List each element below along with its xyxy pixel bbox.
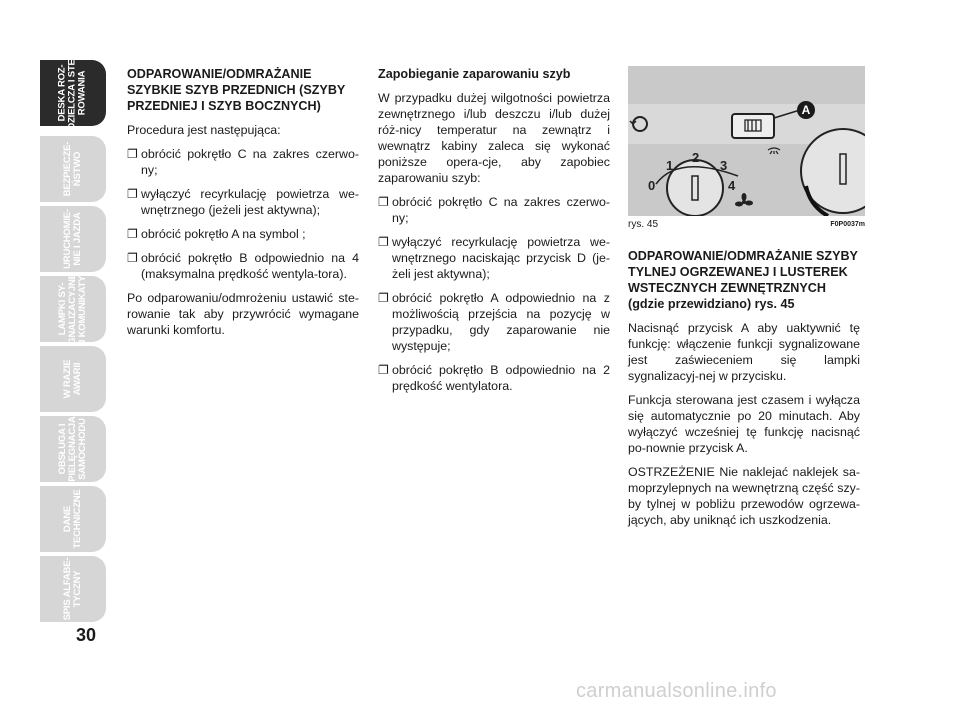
tab-label: DANE TECHNICZNE xyxy=(62,489,83,549)
paragraph: Funkcja sterowana jest czasem i wyłącza się automatycznie po 20 minutach. Aby wyłączyć wcześniej tę funkcję nacisnąć po-nownie przycisk A. xyxy=(628,393,860,455)
tab-label: URUCHOMIE- NIE I JAZDA xyxy=(62,209,83,269)
tab-dane-techniczne[interactable] xyxy=(40,486,106,552)
page-number: 30 xyxy=(76,625,97,645)
figure-code: F0P0037m xyxy=(830,221,865,228)
tab-obsluga[interactable] xyxy=(40,416,106,482)
tab-label: DESKA ROZ- DZIELCZA I STE- ROWANIA xyxy=(57,56,89,130)
figure-caption: rys. 45 F0P0037m xyxy=(628,219,865,230)
list-item: ❐ obrócić pokrętło B odpowiednio na 2 prędkość wentylatora. xyxy=(378,363,610,393)
tab-label: OBSŁUGA I PIELĘGNACJA SAMOCHODU xyxy=(57,416,88,482)
list-item: ❐ obrócić pokrętło A na symbol ; xyxy=(127,227,306,241)
svg-text:4: 4 xyxy=(728,178,736,193)
tab-label: SPIS ALFABE- TYCZNY xyxy=(62,557,83,621)
tab-label: LAMPKI SY- GNALIZACYJNE I KOMUNIKATY xyxy=(57,273,88,345)
section-heading: Zapobieganie zaparowaniu szyb xyxy=(378,67,571,81)
svg-text:3: 3 xyxy=(720,158,728,173)
tab-lampki[interactable] xyxy=(40,273,106,345)
svg-text:0: 0 xyxy=(648,178,656,193)
tab-spis-alfabetyczny[interactable] xyxy=(40,556,106,622)
paragraph: OSTRZEŻENIE Nie naklejać naklejek sa-moprzylepnych na wewnętrzną część szy-by tylnej w pobliżu przewodów ogrzewa-jących, aby uniknąć ich uszkodzenia. xyxy=(628,465,860,527)
svg-text:2: 2 xyxy=(692,150,700,165)
column-1 xyxy=(127,66,359,346)
list-item: ❐ wyłączyć recyrkulację powietrza we-wnętrznego naciskając przycisk D (je-żeli jest aktywna); xyxy=(378,235,610,281)
hvac-panel-illustration xyxy=(628,66,865,216)
tab-bezpieczenstwo[interactable] xyxy=(40,136,106,202)
paragraph: W przypadku dużej wilgotności powietrza zewnętrznego i/lub deszczu i/lub dużej róż-nicy temperatur na zewnątrz i wewnątrz kabiny zaleca się wykonać poniższe opera-cje, aby zapobiec zaparowaniu szyb: xyxy=(378,91,610,185)
tab-label: BEZPIECZE- ŃSTWO xyxy=(62,141,83,197)
tab-w-razie-awarii[interactable] xyxy=(40,346,106,412)
column-3 xyxy=(628,248,860,536)
section-heading: ODPAROWANIE/ODMRAŻANIE SZYBY TYLNEJ OGRZEWANEJ I LUSTEREK WSTECZNYCH ZEWNĘTRZNYCH (gdzie przewidziano) rys. 45 xyxy=(628,249,858,311)
figure-hvac-panel xyxy=(628,66,865,216)
svg-text:1: 1 xyxy=(666,158,674,173)
paragraph: Nacisnąć przycisk A aby uaktywnić tę funkcję: włączenie funkcji sygnalizowane jest zaświeceniem się lampki sygnalizacyj-nej w przycisku. xyxy=(628,321,860,383)
column-2 xyxy=(378,66,610,402)
tab-uruchomienie[interactable] xyxy=(40,206,106,272)
list-item: ❐ obrócić pokrętło C na zakres czerwo-ny; xyxy=(127,147,359,177)
tab-deska-rozdzielcza[interactable] xyxy=(40,56,106,130)
svg-text:A: A xyxy=(801,103,811,117)
tab-label: W RAZIE AWARII xyxy=(62,359,83,399)
footer-watermark: carmanualsonline.info xyxy=(576,680,777,702)
list-item: ❐ obrócić pokrętło B odpowiednio na 4 (maksymalna prędkość wentyla-tora). xyxy=(127,251,359,281)
paragraph: Procedura jest następująca: xyxy=(127,123,281,137)
section-heading: ODPAROWANIE/ODMRAŻANIE SZYBKIE SZYB PRZEDNICH (SZYBY PRZEDNIEJ I SZYB BOCZNYCH) xyxy=(127,67,346,113)
paragraph: Po odparowaniu/odmrożeniu ustawić ste-rowanie tak aby przywrócić wymagane warunki komfortu. xyxy=(127,291,359,337)
list-item: ❐ wyłączyć recyrkulację powietrza we-wnętrznego (jeżeli jest aktywna); xyxy=(127,187,359,217)
list-item: ❐ obrócić pokrętło A odpowiednio na z możliwością przejścia na pozycję w przypadku, gdy zaparowanie nie występuje; xyxy=(378,291,610,353)
list-item: ❐ obrócić pokrętło C na zakres czerwo-ny; xyxy=(378,195,610,225)
